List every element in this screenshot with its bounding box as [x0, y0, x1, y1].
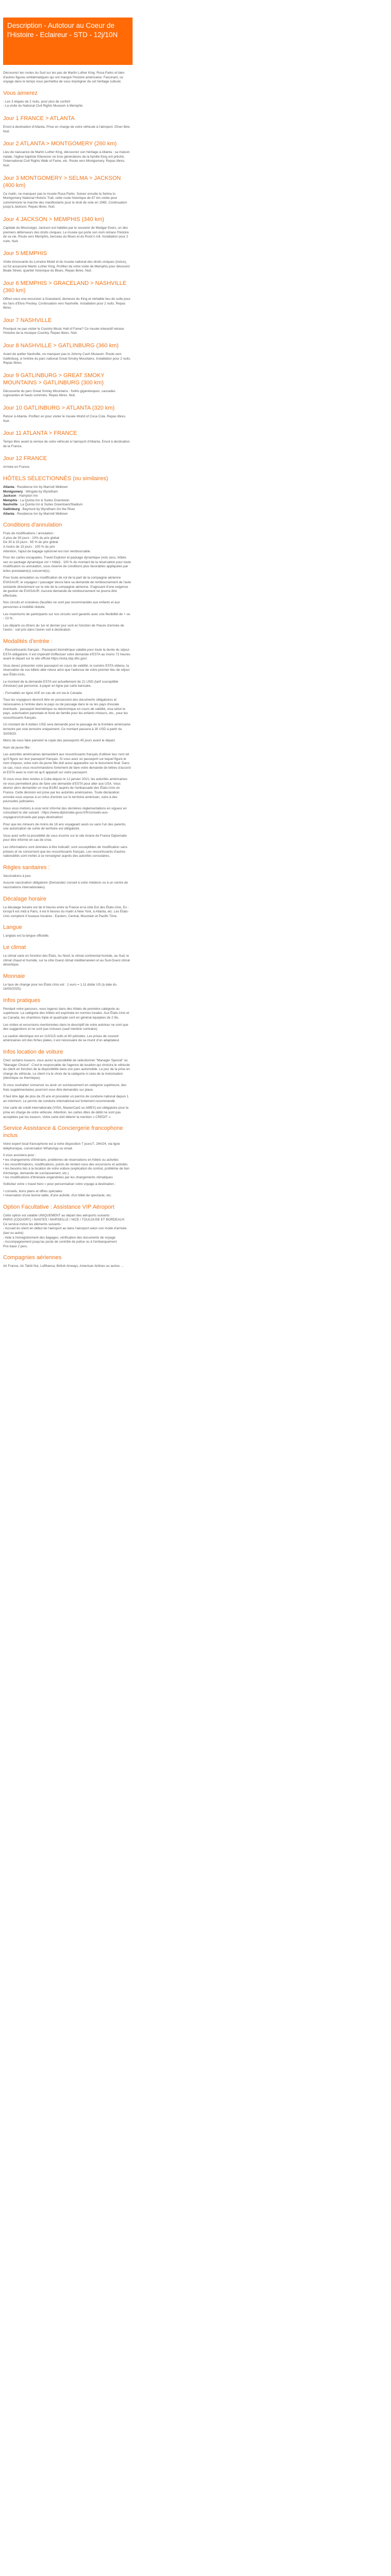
day-block [3, 115, 131, 134]
formalities-text: Pour que les mineurs de moins de 18 ans voyageant seuls ou sans l'un des parents, une autorisation de sortie de territoire est obligatoire. [3, 822, 126, 831]
cancellation-list [3, 532, 131, 554]
day-text: Envol à destination d'Atlanta. Prise en charge de votre véhicule à l'aéroport. Dîner libre. Nuit. [3, 125, 131, 133]
concierge-list [3, 1154, 131, 1180]
hotel-city: Atlanta [3, 512, 14, 516]
cancellation-item: De 30 à 15 jours : 65 % du prix global [3, 540, 58, 545]
hotel-name: : Wingate by Wyndham [24, 489, 58, 494]
formalities-text: Vous avez enfin la possibilité de vous inscrire sur le site Ariane de France Diplomatie pour être informé en cas de crise. [3, 834, 127, 842]
vip-item: PARIS (CDG/ORY) / NANTES / MARSEILLE / NICE / TOULOUSE ET BORDEAUX [3, 1218, 125, 1222]
hotels-list [3, 485, 131, 516]
day-block [3, 317, 131, 336]
health-text: Vaccinations à jour. [3, 874, 31, 878]
climate-heading: Le climat [3, 944, 26, 951]
concierge-item: • les changements d'itinéraire, problèmes de réservations en hôtels ou activités [3, 1158, 119, 1162]
formalities-heading: Modalités d'entrée : [3, 638, 53, 645]
hotel-item [3, 512, 131, 517]
formalities-text: - Formalités en ligne AVE en cas de vol via le Canada. [3, 691, 83, 695]
day-block [3, 280, 131, 311]
timezone-text: Le décalage horaire est de 6 heures entre la France et la côte Est des États-Unis. Ex : lorsqu'il est midi à Paris, il est 6 heures du matin à New York, à Atlanta, etc. Les États-Unis comptent 4 fuseaux horaires : Eastern, Central, Mountain et Pacific Time. [3, 905, 129, 918]
formalities-text: Nous vous invitons à vous tenir informé des dernières réglementations en vigueur en consultant le site suivant : https://www.diplomatie.gouv.fr/fr/conseils-aux-voyageurs/conseils-par-pays-destination/ [3, 806, 127, 819]
airlines-heading: Compagnies aériennes [3, 1255, 62, 1261]
cancellation-item: Frais de modifications / annulation : [3, 532, 55, 536]
day-text: Ce matin, ne manquez pas le musée Rosa Parks. Suivez ensuite la Selma to Montgomery National Historic Trail, cette route historique de 87 km créée pour commémorer la marche des manifestants pour le droit de vote en 1965. Continuation jusqu'à Jackson. Repas libres. Nuit. [3, 192, 127, 209]
vip-item: Prix base 2 pers. [3, 1244, 28, 1248]
cancellation-heading: Conditions d'annulation [3, 522, 62, 529]
currency-heading: Monnaie [3, 973, 25, 979]
highlights-list [3, 100, 131, 109]
cancellation-item: A plus de 30 jours : 10% du prix global [3, 536, 59, 540]
hotel-item [3, 485, 131, 490]
cancellation-note: Pour les cartes escapades, Travel Explorer et package dynamique (vols secs, hôtels sec ou package dynamique vol + hôtel) : 100 % du montant de la réservation pour toute modification ou annulation, sous réserve de conditions plus favorables appliquées par le/les prestataire(s) concerné(s). [3, 556, 131, 573]
cancellation-item: Attention, l'ajout de bagage optionnel est non remboursable. [3, 549, 91, 553]
day-heading: Jour 12 FRANCE [3, 455, 47, 462]
cancellation-note: Nos circuits et croisières (facultés ne sont pas recommandés aux enfants et aux personnes à mobilité réduite. [3, 601, 120, 609]
rental-text: Si vous souhaitez conserver ou avoir un surclassement en catégorie supérieure, des frais supplémentaires pourront vous être demandés sur place. [3, 1083, 127, 1092]
formalities-text: Nom de jeune fille : [3, 745, 31, 750]
day-text: Lieu de naissance de Martin Luther King, découvrez son héritage à Atlanta : sa maison natale, l'église baptiste Ebenezer où trois générations de la famille King ont prêché, l'International Civil Rights Walk of Fame, etc. Route vers Montgomery. Repas libres. Nuit. [3, 150, 130, 167]
day-block [3, 404, 131, 423]
hotel-city: Atlanta [3, 485, 14, 489]
day-block [3, 455, 131, 470]
health-text: Aucune vaccination obligatoire (Demandez conseil à votre médecin ou à un centre de vaccinations internationales). [3, 881, 128, 889]
hotel-name: : Baymont by Wyndham On the River [21, 507, 75, 511]
day-block [3, 342, 131, 366]
hotel-name: : Residence Inn by Marriott Midtown [15, 512, 68, 516]
cancellation-note: Les maximums de participants sur nos circuits sont garantis avec une flexibilité de + ou - 10 %. [3, 612, 131, 621]
main-content [3, 71, 131, 1272]
health-heading: Règles sanitaires : [3, 864, 50, 871]
concierge-item: • conseils, bons plans et offres spéciales [3, 1189, 62, 1193]
formalities-text: Les informations sont données à titre indicatif, sont susceptibles de modification sans préavis et ne concernent que les ressortissants français. Les ressortissants d'autres nationalités sont invités à se renseigner auprès des autorités consulaires. [3, 845, 127, 858]
concierge-item: • réservation d'une bonne table, d'une activité, d'un billet de spectacle, etc. [3, 1194, 112, 1198]
day-heading: Jour 8 NASHVILLE > GATLINBURG (360 km) [3, 343, 119, 349]
formalities-text: Merci de vous faire parvenir la copie des passeports 45 jours avant le départ. [3, 739, 116, 743]
day-heading: Jour 2 ATLANTA > MONTGOMERY (260 km) [3, 141, 117, 147]
hotel-name: : La Quinta Inn & Suites Downtown [18, 498, 70, 502]
page-title: Description - Autotour au Coeur de l'Histoire - Eclaireur - STD - 12j/10N [3, 18, 133, 65]
day-heading: Jour 10 GATLINBURG > ATLANTA (320 km) [3, 405, 115, 411]
day-text: Offrez-vous une excursion à Graceland, demeure du King et véritable lieu de culte pour les fans d'Elvis Presley. Continuation vers Nashville. Installation pour 2 nuits. Repas libres. [3, 297, 131, 310]
concierge-item: Il vous assistera pour : [3, 1154, 36, 1158]
hotel-item [3, 503, 131, 507]
day-block [3, 372, 131, 398]
day-block [3, 175, 131, 210]
hotel-name: : Residence Inn by Marriott Midtown [15, 485, 68, 489]
formalities-text: Le montant de la demande ESTA est actuellement de 21 USD (tarif susceptible d'évoluer) par personne, à payer en ligne par carte bancaire. [3, 680, 119, 688]
day-heading: Jour 1 FRANCE > ATLANTA [3, 115, 75, 122]
day-block [3, 250, 131, 274]
formalities-text: Tous les voyageurs devront être en possession des documents obligatoires et nécessaires à l'entrée dans le pays ou de passage dans le ou les pays d'escale éventuels : passeport biométrique ou électronique en cours de validité, visa selon le pays, autorisation parentale et livret de famille pour les enfants mineurs, etc., pour les ressortissants français. [3, 698, 128, 720]
cancellation-item: A moins de 15 jours : 100 % du prix [3, 545, 55, 549]
day-text: Capitale du Mississippi, Jackson est habitée par le souvenir de Medgar Evers, un des premiers défenseurs des droits civiques. Le musée qui porte son nom retrace l'histoire de sa vie. Route vers Memphis, berceau du Blues et du Rock'n roll. Installation pour 2 nuits. Nuit. [3, 226, 129, 243]
concierge-text: Sollicitez votre « travel hero » pour personnaliser votre voyage à destination : [3, 1182, 116, 1186]
concierge-item: • les modifications d'itinéraire engendrées par les changements climatiques [3, 1176, 113, 1180]
day-heading: Jour 11 ATLANTA > FRANCE [3, 430, 77, 437]
formalities-text: Un montant de 6 dollars USD sera demandé pour le passage de la frontière américaine terrestre par voie terrestre uniquement. Ce montant passera à 30 USD à partir du 30/09/25. [3, 723, 131, 736]
itinerary [3, 115, 131, 470]
rental-text: Une carte de crédit internationale (VISA, MasterCard ou AMEX) est obligatoire pour la prise en charge de votre véhicule. Attention, les cartes dites de débit ne sont pas acceptées par les loueurs. Votre carte doit détenir la mention « CREDIT ». [3, 1106, 128, 1119]
highlight-item: - Les 3 étapes de 2 nuits, pour plus de confort [3, 99, 71, 104]
rental-text: Il faut être âgé de plus de 25 ans et posséder un permis de conduire national depuis 1 an minimum. Le permis de conduire international est fortement recommandé. [3, 1095, 129, 1103]
day-text: Arrivée en France. [3, 465, 30, 469]
day-text: Pourquoi ne pas visiter le Country Music Hall of Fame? Ce musée interactif retrace l'histoire de la musique Country. Repas libres. Nuit. [3, 327, 124, 335]
hotels-heading: HÔTELS SÉLECTIONNÉS (ou similaires) [3, 475, 108, 482]
climate-text: Le climat varie en fonction des États. Au Nord, le climat continental humide, au Sud, le climat chaud et humide, sur la côte Ouest climat méditerranéen et au Sud-Ouest climat désertique. [3, 954, 130, 967]
rental-heading: Infos location de voiture [3, 1049, 63, 1056]
language-heading: Langue [3, 924, 22, 931]
hotel-city: Montgomery [3, 489, 23, 494]
day-heading: Jour 9 GATLINBURG > GREAT SMOKY MOUNTAINS > GATLINBURG (300 km) [3, 372, 105, 386]
hotel-item [3, 507, 131, 512]
vip-item: - Aide à l'enregistrement des bagages, vérification des documents de voyage [3, 1235, 116, 1240]
hotel-item [3, 490, 131, 495]
vip-item: Ce service inclus les éléments suivants : [3, 1222, 62, 1226]
formalities-text: Les autorités américaines demandent aux ressortissants français d'utiliser leur nom tel qu'il figure sur leur passeport français. Si vous avez un passeport sur lequel figure le nom d'époux, votre nom de jeune fille doit aussi apparaître sur le document final. Dans ce cas, nous vous recommandons fortement de faire votre demande de lettres d'accord et ESTA avec le nom tel qu'il apparaît sur votre passeport. [3, 753, 131, 774]
day-text: Temps libre avant la remise de votre véhicule à l'aéroport d'Atlanta. Envol à destination de la France. [3, 440, 130, 448]
day-text: Découverte du parc Great Smoky Mountains : forêts gigantesques, cascades rugissantes et hauts sommets. Repas libres. Nuit. [3, 389, 116, 398]
highlights-heading: Vous aimerez [3, 90, 38, 96]
hotel-item [3, 499, 131, 503]
formalities-text: Vous devez présenter votre passeport en cours de validité, le numéro ESTA obtenu, la réservation de vos billets aller-retour ainsi que l'adresse de votre premier lieu de séjour aux États-Unis. [3, 664, 130, 676]
vip-item: - Accueil du client en début de l'aéroport au dans l'aéroport selon son mode d'arrivée (taxi ou autre) [3, 1227, 127, 1235]
concierge-text: Votre expert local francophone est à votre disposition 7 jours/7, 24h/24, via ligne téléphonique, conversation WhatsApp ou email. [3, 1142, 120, 1150]
vip-item: - Accompagnement jusqu'au poste de contrôle de police ou à l'embarquement [3, 1240, 117, 1244]
day-text: Retour à Atlanta. Profitez en pour visiter le musée World of Coca Cola. Repas libres. Nuit. [3, 415, 126, 423]
day-heading: Jour 6 MEMPHIS > GRACELAND > NASHVILLE (360 km) [3, 280, 127, 294]
timezone-heading: Décalage horaire [3, 895, 46, 902]
hotel-city: Nashville [3, 503, 18, 507]
hotel-name: : La Quinta Inn & Suites Downtown/Stadium [18, 503, 83, 507]
hotel-city: Jackson [3, 494, 17, 498]
day-heading: Jour 7 NASHVILLE [3, 317, 52, 324]
rental-text: Chez certains loueurs, vous aurez la possibilité de sélectionner "Manager Special" ou "Manager Choice". C'est le responsable de l'agence de location qui choisira le véhicule du client en fonction de la disponibilité dans son parc automobile. Le jour de la prise en charge du véhicule, Le client n'a le choix de la catégorie ni celui de la motorisation (électrique ou thermique). [3, 1059, 130, 1080]
intro-text: Découvrez les routes du Sud sur les pas de Martin Luther King: Rosa Parks et bien d'autres figures emblématiques qui ont marqué l'histoire américaine. Fascinant, ce voyage dans le temps vous permettra de vous imprégner de cet héritage culturel. [3, 71, 125, 84]
day-heading: Jour 3 MONTGOMERY > SELMA > JACKSON (400 km) [3, 175, 121, 189]
hotel-city: Memphis [3, 498, 18, 502]
day-block [3, 140, 131, 168]
concierge-item: • les besoins liés à la location de votre voiture (explication de contrat, problème de bon d'échange, demande de surclassement, etc.) [3, 1167, 129, 1175]
day-heading: Jour 4 JACKSON > MEMPHIS (340 km) [3, 216, 104, 223]
vip-list [3, 1214, 131, 1249]
day-block [3, 216, 131, 244]
hotel-item [3, 494, 131, 499]
hotel-name: : Hampton Inn [17, 494, 38, 498]
practical-heading: Infos pratiques [3, 997, 41, 1004]
day-text: Avant de quitter Nashville, ne manquez pas le Johnny Cash Museum. Route vers Gatlinburg, à l'entrée du parc national Great Smoky Mountains. Installation pour 2 nuits. Repas libres. [3, 352, 131, 365]
hotel-city: Gatlinburg [3, 507, 20, 511]
formalities-text: Si vous vous êtes rendus à Cuba depuis le 12 janvier 2021, les autorités américaines ne vous permettent plus de faire une demande d'ESTA pour aller aux USA. Vous devrez alors demander un visa B1/B2 auprès de l'ambassade des États-Unis en France. Cette décision est prise par les autorités américaines. Toute déclaration erronée vous expose à un refus d'entrée sur le territoire américain, voire à des poursuites judiciaires. [3, 777, 127, 804]
language-text: L'anglais est la langue officielle. [3, 934, 50, 938]
concierge-item: • les reconfirmations, modifications, points de rendez-vous des excursions et activités [3, 1162, 128, 1166]
practical-text: La caution électrique est en 110/115 volts et 60 périodes. Les prises de courant américaines ont des fiches plates, il est nécessaire de se munir d'un adaptateur. [3, 1034, 120, 1043]
cancellation-note: Pour toute annulation ou modification de vol de la part de la compagnie aérienne EVASAUR, le voyageur / passager devra faire sa demande de remboursement de l'acte existante directement sur le site de la compagnie aérienne. S'agissant d'une exigence de gestion de EVASAUR. Aucune demande de remboursement ne pourra être effectuée. [3, 576, 131, 598]
vip-heading: Option Facultative : Assistance VIP Aéroport [3, 1204, 115, 1210]
practical-text: Les visites et excursions mentionnées dans le descriptif de votre autotour ne sont que des suggestions et ne sont pas incluses (sauf mention contraire). [3, 1023, 128, 1031]
cancellation-note: Les départs ou dîners du 1er et dernier jour sont en fonction de l'heure d'arrivée de l'avion : soit pris dans l'avion soit à destination. [3, 623, 124, 632]
concierge-list [3, 1190, 131, 1198]
formalities-text: - Ressortissants français : Passeport biométrique valable pour toute la durée du séjour. ESTA obligatoire. Il est impératif d'effectuer votre demande d'ESTA au moins 72 heures avant le départ sur le site officiel https://esta.cbp.dhs.gov/. [3, 648, 131, 661]
day-block [3, 430, 131, 449]
airlines-text: Air France, Air Tahiti Nui, Lufthansa, British Airways, American Airlines ou autres … [3, 1264, 124, 1268]
day-text: Visite émouvante du Lorraine Motel et du musée national des droits civiques (inclus), où fut assassiné Martin Luther King. Profitez de votre visite de Memphis pour découvrir Beale Street, quartier historique du Blues. Repas libres. Nuit. [3, 260, 130, 273]
practical-text: Pendant votre parcours, vous logerez dans des hôtels de première catégorie ou supérieure. La catégorie des hôtels est exprimée en normes locales. Aux États-Unis et au Canada, les chambres triple et quadruple sont en général équipées de 2 lits. [3, 1007, 129, 1020]
concierge-heading: Service Assistance & Conciergerie francophone inclus [3, 1125, 123, 1139]
currency-text: Le taux de change pour les États-Unis est : 1 euro = 1.11 dollar US (à date du 16/05/2025). [3, 982, 117, 991]
day-heading: Jour 5 MEMPHIS [3, 250, 47, 257]
highlight-item: - La visite du National Civil Rights Museum à Memphis [3, 104, 83, 108]
vip-item: Cette option est valable UNIQUEMENT au départ des aéroports suivants : [3, 1213, 111, 1217]
